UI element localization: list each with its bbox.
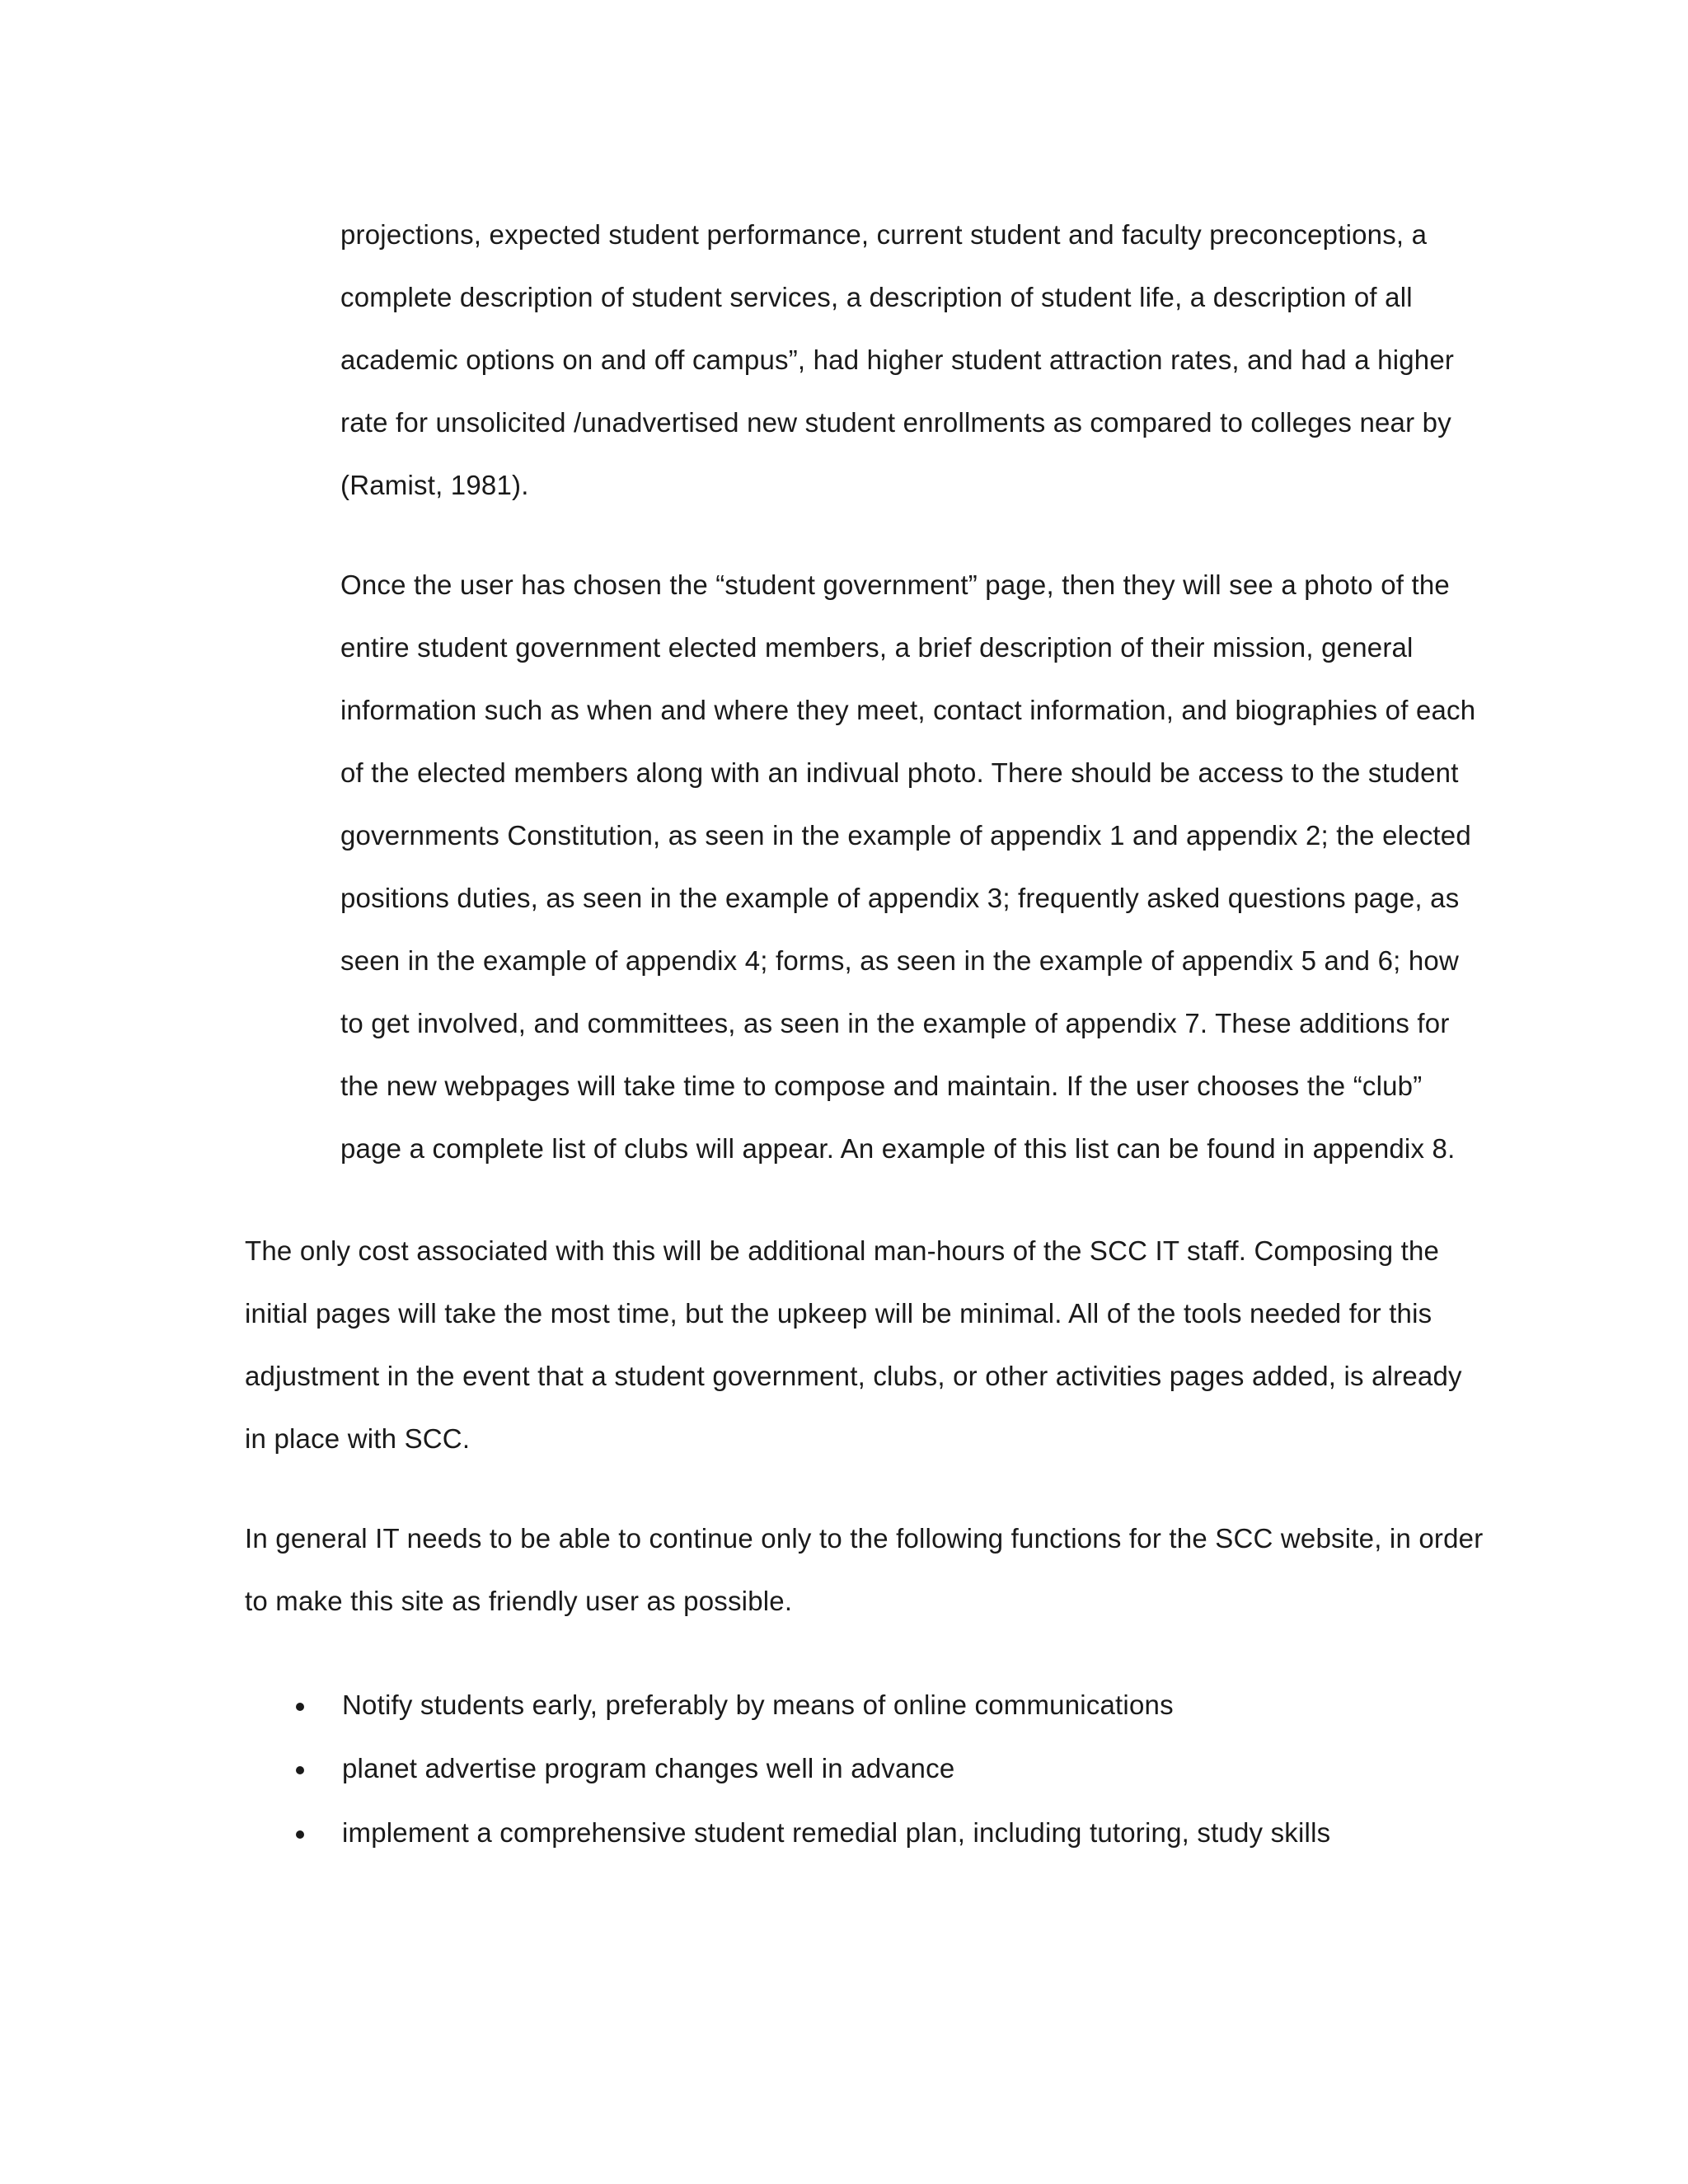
paragraph-2-line-6: positions duties, as seen in the example of appendix 3; frequently asked questions page, as <box>340 883 1460 913</box>
paragraph-2-line-4: of the elected members along with an indivual photo. There should be access to the student <box>340 757 1459 788</box>
paragraph-1-line-3: academic options on and off campus”, had higher student attraction rates, and had a higher <box>340 344 1455 375</box>
paragraph-3-line-3: adjustment in the event that a student government, clubs, or other activities pages added, is already <box>245 1361 1462 1391</box>
bullet-item-1: Notify students early, preferably by means of online communications <box>342 1690 1174 1720</box>
paragraph-2-line-1: Once the user has chosen the “student government” page, then they will see a photo of the <box>340 569 1450 600</box>
paragraph-3-line-2: initial pages will take the most time, but the upkeep will be minimal. All of the tools needed for this <box>245 1298 1432 1329</box>
paragraph-4-line-2: to make this site as friendly user as possible. <box>245 1586 793 1616</box>
paragraph-2-line-10: page a complete list of clubs will appear. An example of this list can be found in appendix 8. <box>340 1133 1456 1164</box>
bullet-dot-icon <box>296 1830 304 1839</box>
bullet-dot-icon <box>296 1766 304 1774</box>
paragraph-1-line-5: (Ramist, 1981). <box>340 470 529 500</box>
paragraph-2-line-3: information such as when and where they meet, contact information, and biographies of each <box>340 695 1476 725</box>
paragraph-1-line-4: rate for unsolicited /unadvertised new student enrollments as compared to colleges near by <box>340 407 1451 438</box>
paragraph-1-line-2: complete description of student services, a description of student life, a description of all <box>340 282 1413 312</box>
paragraph-3-line-1: The only cost associated with this will be additional man-hours of the SCC IT staff. Composing the <box>245 1235 1440 1266</box>
paragraph-2-line-2: entire student government elected members, a brief description of their mission, general <box>340 632 1414 663</box>
bullet-item-2: planet advertise program changes well in advance <box>342 1753 955 1783</box>
paragraph-2-line-5: governments Constitution, as seen in the example of appendix 1 and appendix 2; the elected <box>340 820 1471 851</box>
paragraph-3-line-4: in place with SCC. <box>245 1423 471 1454</box>
bullet-item-3: implement a comprehensive student remedial plan, including tutoring, study skills <box>342 1817 1331 1848</box>
paragraph-1-line-1: projections, expected student performance, current student and faculty preconceptions, a <box>340 219 1428 250</box>
bullet-dot-icon <box>296 1703 304 1711</box>
paragraph-2-line-7: seen in the example of appendix 4; forms, as seen in the example of appendix 5 and 6; how <box>340 945 1459 976</box>
paragraph-2-line-9: the new webpages will take time to compose and maintain. If the user chooses the “club” <box>340 1071 1423 1101</box>
paragraph-2-line-8: to get involved, and committees, as seen in the example of appendix 7. These additions for <box>340 1008 1450 1038</box>
paragraph-4-line-1: In general IT needs to be able to continue only to the following functions for the SCC website, in order <box>245 1523 1484 1554</box>
